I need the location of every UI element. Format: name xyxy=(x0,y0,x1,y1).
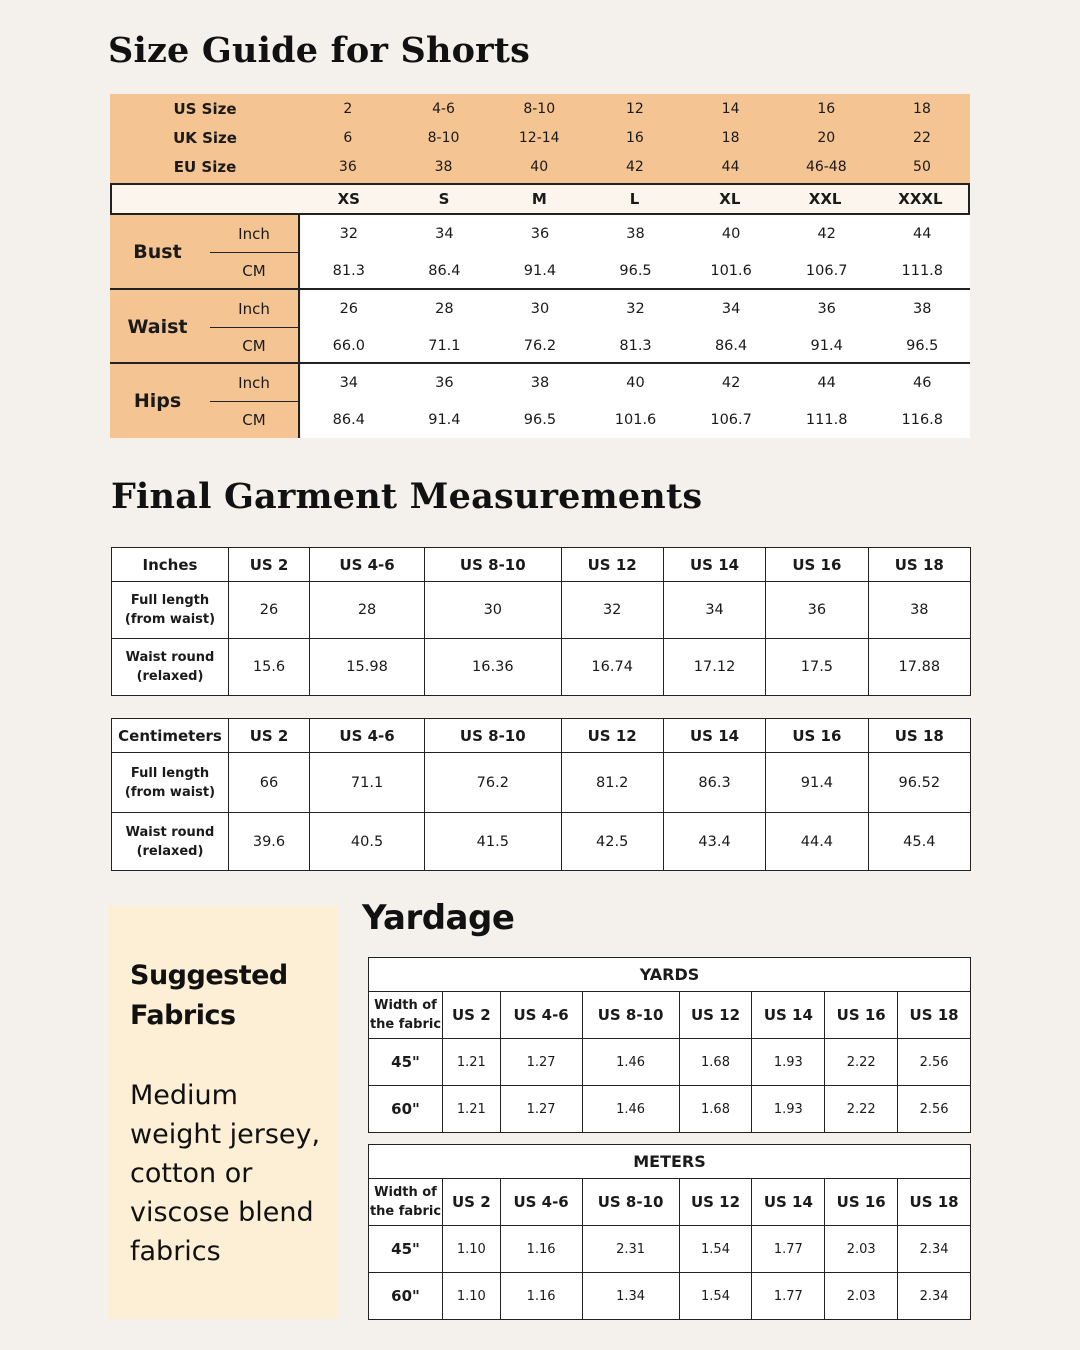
column-header: US 8-10 xyxy=(582,1179,679,1226)
letter-size-row xyxy=(110,183,970,215)
value-cell: 38 xyxy=(913,300,932,317)
column-header: US 14 xyxy=(663,548,765,582)
column-header: US 14 xyxy=(663,719,765,753)
column-header: US 18 xyxy=(898,1179,971,1226)
value-cell: 91.4 xyxy=(428,411,461,428)
row-label xyxy=(112,753,229,813)
row-label-line: (relaxed) xyxy=(136,669,204,684)
width-label-line: Width of xyxy=(374,1185,437,1200)
size-conversion-header xyxy=(110,94,970,183)
table-cell: 17.88 xyxy=(868,639,970,696)
eu-size-label: EU Size xyxy=(173,158,237,176)
table-cell: 81.2 xyxy=(561,753,663,813)
hips-cm-row xyxy=(301,401,970,438)
value-cell: 32 xyxy=(339,225,359,242)
table-cell: 86.3 xyxy=(663,753,765,813)
table-cell: 96.52 xyxy=(868,753,970,813)
value-cell: 91.4 xyxy=(523,262,557,279)
cm-unit-label: CM xyxy=(210,327,298,364)
table-cell: 66 xyxy=(229,753,310,813)
value-cell: 101.6 xyxy=(614,411,657,428)
corner-label: Inches xyxy=(112,548,229,582)
table-cell: 1.46 xyxy=(582,1039,679,1086)
size-guide-table xyxy=(110,94,970,438)
row-label-line: Full length xyxy=(130,765,210,781)
column-header: US 16 xyxy=(825,992,898,1039)
width-label-line: the fabric xyxy=(369,1204,442,1219)
value-cell: 106.7 xyxy=(710,411,752,428)
column-header: US 12 xyxy=(561,548,663,582)
value-cell: 71.1 xyxy=(428,337,461,354)
row-label-line: Waist round xyxy=(125,824,215,840)
eu-size-cell: 50 xyxy=(913,159,931,175)
value-cell: 66.0 xyxy=(332,337,365,354)
row-label-line: Full length xyxy=(130,593,210,608)
eu-size-cell: 46-48 xyxy=(805,159,847,175)
value-cell: 96.5 xyxy=(619,262,652,279)
final-garment-title: Final Garment Measurements xyxy=(111,476,703,517)
table-cell: 1.68 xyxy=(679,1039,752,1086)
suggested-fabrics-title xyxy=(130,956,288,1036)
column-header: US 8-10 xyxy=(582,992,679,1039)
value-cell: 111.8 xyxy=(805,411,848,428)
table-cell: 38 xyxy=(868,582,970,639)
fabric-width-cell: 45" xyxy=(369,1039,443,1086)
column-header: US 16 xyxy=(766,548,868,582)
value-cell: 106.7 xyxy=(805,262,848,279)
hips-label: Hips xyxy=(133,390,182,412)
table-cell: 71.1 xyxy=(310,753,425,813)
table-row xyxy=(369,1086,971,1133)
table-row xyxy=(369,1039,971,1086)
us-size-cell: 16 xyxy=(817,101,836,117)
value-cell: 26 xyxy=(339,300,359,317)
value-cell: 101.6 xyxy=(710,262,752,279)
eu-size-cell: 38 xyxy=(434,159,453,175)
inch-unit-label: Inch xyxy=(238,224,270,243)
column-header: US 4-6 xyxy=(500,1179,582,1226)
inch-unit-label: Inch xyxy=(238,373,270,392)
column-header: US 2 xyxy=(443,1179,501,1226)
value-cell: 81.3 xyxy=(332,262,365,279)
table-row xyxy=(112,813,971,871)
column-header: US 12 xyxy=(679,1179,752,1226)
table-caption-row xyxy=(369,958,971,992)
bust-label: Bust xyxy=(133,241,182,263)
table-cell: 1.93 xyxy=(752,1039,825,1086)
value-cell: 86.4 xyxy=(714,337,748,354)
column-header: US 4-6 xyxy=(310,548,425,582)
yards-table xyxy=(368,957,971,1133)
letter-size-cell: L xyxy=(629,190,640,208)
letter-size-cell: S xyxy=(438,190,450,208)
value-cell: 96.5 xyxy=(523,411,557,428)
value-cell: 36 xyxy=(530,225,550,242)
suggested-fabrics-text: Medium weight jersey, cotton or viscose blend fabrics xyxy=(130,1080,321,1267)
bust-cm-row xyxy=(301,252,970,289)
column-header: US 16 xyxy=(766,719,868,753)
value-cell: 44 xyxy=(817,374,836,391)
table-cell: 1.54 xyxy=(679,1226,752,1273)
column-header: US 2 xyxy=(229,719,310,753)
letter-size-cell: M xyxy=(531,190,547,208)
value-cell: 42 xyxy=(817,225,836,242)
table-cell: 2.34 xyxy=(898,1226,971,1273)
value-cell: 38 xyxy=(626,225,645,242)
us-size-row xyxy=(110,94,970,124)
column-header: US 8-10 xyxy=(425,719,561,753)
eu-size-cell: 42 xyxy=(625,159,644,175)
table-cell: 2.31 xyxy=(582,1226,679,1273)
table-cell: 1.27 xyxy=(500,1039,582,1086)
column-header: US 12 xyxy=(679,992,752,1039)
table-cell: 17.5 xyxy=(766,639,868,696)
value-cell: 46 xyxy=(913,374,932,391)
table-cell: 30 xyxy=(425,582,561,639)
table-cell: 2.34 xyxy=(898,1273,971,1320)
value-cell: 32 xyxy=(626,300,645,317)
cm-unit-label: CM xyxy=(210,401,298,438)
column-header: US 14 xyxy=(752,992,825,1039)
suggested-fabrics-panel xyxy=(108,906,337,1319)
table-cell: 1.27 xyxy=(500,1086,582,1133)
row-label-line: (from waist) xyxy=(124,612,216,627)
value-cell: 34 xyxy=(721,300,741,317)
column-header: US 18 xyxy=(868,548,970,582)
table-cell: 26 xyxy=(229,582,310,639)
table-cell: 15.6 xyxy=(229,639,310,696)
column-header: US 12 xyxy=(561,719,663,753)
eu-size-cell: 40 xyxy=(530,159,549,175)
table-cell: 2.22 xyxy=(825,1039,898,1086)
table-cell: 34 xyxy=(663,582,765,639)
column-header: US 14 xyxy=(752,1179,825,1226)
us-size-cell: 14 xyxy=(721,101,740,117)
column-header: US 16 xyxy=(825,1179,898,1226)
uk-size-label: UK Size xyxy=(173,129,237,147)
table-cell: 1.77 xyxy=(752,1226,825,1273)
value-cell: 40 xyxy=(626,374,645,391)
row-label-line: (relaxed) xyxy=(136,843,204,859)
table-cell: 41.5 xyxy=(425,813,561,871)
bust-inch-row xyxy=(301,215,970,252)
table-cell: 15.98 xyxy=(310,639,425,696)
yards-caption: YARDS xyxy=(369,958,971,992)
column-header: US 8-10 xyxy=(425,548,561,582)
row-label-line: (from waist) xyxy=(124,784,216,800)
table-cell: 1.68 xyxy=(679,1086,752,1133)
width-label-line: the fabric xyxy=(369,1017,442,1032)
uk-size-cell: 8-10 xyxy=(427,130,460,146)
column-header: US 4-6 xyxy=(500,992,582,1039)
table-cell: 16.74 xyxy=(561,639,663,696)
letter-size-cell: XXXL xyxy=(898,190,943,208)
table-cell: 2.22 xyxy=(825,1086,898,1133)
value-cell: 34 xyxy=(339,374,359,391)
garment-inches-table xyxy=(111,547,971,696)
table-cell: 32 xyxy=(561,582,663,639)
value-cell: 86.4 xyxy=(332,411,365,428)
corner-label: Centimeters xyxy=(112,719,229,753)
table-cell: 1.77 xyxy=(752,1273,825,1320)
us-size-cell: 4-6 xyxy=(432,101,455,117)
table-row xyxy=(112,582,971,639)
table-row xyxy=(112,639,971,696)
inch-unit-label: Inch xyxy=(238,299,270,318)
table-cell: 39.6 xyxy=(229,813,310,871)
eu-size-cell: 44 xyxy=(721,159,740,175)
width-label-line: Width of xyxy=(374,998,437,1013)
table-row xyxy=(369,1226,971,1273)
column-header: US 2 xyxy=(229,548,310,582)
table-cell: 44.4 xyxy=(766,813,868,871)
table-header-row xyxy=(369,1179,971,1226)
row-label xyxy=(112,813,229,871)
fabric-width-cell: 45" xyxy=(369,1226,443,1273)
column-header: US 2 xyxy=(443,992,501,1039)
waist-label: Waist xyxy=(127,316,188,338)
table-cell: 40.5 xyxy=(310,813,425,871)
letter-size-cell: XS xyxy=(337,190,360,208)
table-cell: 1.21 xyxy=(443,1086,501,1133)
value-cell: 81.3 xyxy=(619,337,652,354)
value-cell: 38 xyxy=(530,374,550,391)
table-cell: 2.03 xyxy=(825,1273,898,1320)
value-cell: 34 xyxy=(435,225,454,242)
uk-size-cell: 20 xyxy=(817,130,836,146)
hips-inch-row xyxy=(301,364,970,401)
table-row xyxy=(112,753,971,813)
table-cell: 2.56 xyxy=(898,1039,971,1086)
table-cell: 45.4 xyxy=(868,813,970,871)
table-cell: 2.56 xyxy=(898,1086,971,1133)
uk-size-cell: 18 xyxy=(721,130,740,146)
table-cell: 1.54 xyxy=(679,1273,752,1320)
value-cell: 36 xyxy=(435,374,454,391)
table-cell: 1.10 xyxy=(443,1226,501,1273)
table-cell: 1.34 xyxy=(582,1273,679,1320)
table-cell: 76.2 xyxy=(425,753,561,813)
table-cell: 2.03 xyxy=(825,1226,898,1273)
table-caption-row xyxy=(369,1145,971,1179)
meters-table xyxy=(368,1144,971,1320)
eu-size-row xyxy=(110,152,970,182)
value-cell: 44 xyxy=(913,225,932,242)
value-cell: 116.8 xyxy=(901,411,944,428)
column-header: US 4-6 xyxy=(310,719,425,753)
table-header-row xyxy=(112,719,971,753)
meters-caption: METERS xyxy=(369,1145,971,1179)
row-label xyxy=(112,582,229,639)
size-guide-title: Size Guide for Shorts xyxy=(108,30,531,71)
us-size-label: US Size xyxy=(173,100,237,118)
table-row xyxy=(369,1273,971,1320)
table-header-row xyxy=(369,992,971,1039)
table-cell: 1.21 xyxy=(443,1039,501,1086)
table-cell: 1.46 xyxy=(582,1086,679,1133)
garment-centimeters-table xyxy=(111,718,971,871)
waist-group xyxy=(110,290,970,364)
fabrics-title-line: Suggested xyxy=(130,960,288,991)
width-label xyxy=(369,992,443,1039)
us-size-cell: 2 xyxy=(343,101,353,117)
uk-size-cell: 16 xyxy=(625,130,644,146)
us-size-cell: 8-10 xyxy=(523,101,556,117)
value-cell: 91.4 xyxy=(810,337,843,354)
table-cell: 17.12 xyxy=(663,639,765,696)
value-cell: 96.5 xyxy=(906,337,939,354)
column-header: US 18 xyxy=(868,719,970,753)
value-cell: 36 xyxy=(817,300,836,317)
table-header-row xyxy=(112,548,971,582)
width-label xyxy=(369,1179,443,1226)
table-cell: 28 xyxy=(310,582,425,639)
row-label-line: Waist round xyxy=(125,650,215,665)
eu-size-cell: 36 xyxy=(338,159,357,175)
value-cell: 40 xyxy=(721,225,741,242)
uk-size-row xyxy=(110,123,970,153)
table-cell: 43.4 xyxy=(663,813,765,871)
table-cell: 1.10 xyxy=(443,1273,501,1320)
value-cell: 86.4 xyxy=(428,262,461,279)
fabric-width-cell: 60" xyxy=(369,1086,443,1133)
row-label xyxy=(112,639,229,696)
fabric-width-cell: 60" xyxy=(369,1273,443,1320)
us-size-cell: 18 xyxy=(913,101,931,117)
table-cell: 1.16 xyxy=(500,1273,582,1320)
table-cell: 42.5 xyxy=(561,813,663,871)
table-cell: 1.16 xyxy=(500,1226,582,1273)
uk-size-cell: 12-14 xyxy=(518,130,560,146)
uk-size-cell: 6 xyxy=(343,130,353,146)
value-cell: 42 xyxy=(721,374,741,391)
value-cell: 76.2 xyxy=(523,337,557,354)
us-size-cell: 12 xyxy=(625,101,644,117)
letter-size-cell: XL xyxy=(719,190,741,208)
table-cell: 36 xyxy=(766,582,868,639)
yardage-title: Yardage xyxy=(362,898,515,938)
cm-unit-label: CM xyxy=(210,252,298,289)
waist-inch-row xyxy=(301,290,970,327)
uk-size-cell: 22 xyxy=(913,130,931,146)
value-cell: 28 xyxy=(435,300,454,317)
waist-cm-row xyxy=(301,327,970,364)
bust-group xyxy=(110,215,970,289)
table-cell: 91.4 xyxy=(766,753,868,813)
letter-size-cell: XXL xyxy=(808,190,842,208)
column-header: US 18 xyxy=(898,992,971,1039)
table-cell: 1.93 xyxy=(752,1086,825,1133)
fabrics-title-line: Fabrics xyxy=(130,1000,236,1031)
table-cell: 16.36 xyxy=(425,639,561,696)
value-cell: 30 xyxy=(530,300,550,317)
value-cell: 111.8 xyxy=(901,262,944,279)
hips-group xyxy=(110,364,970,438)
